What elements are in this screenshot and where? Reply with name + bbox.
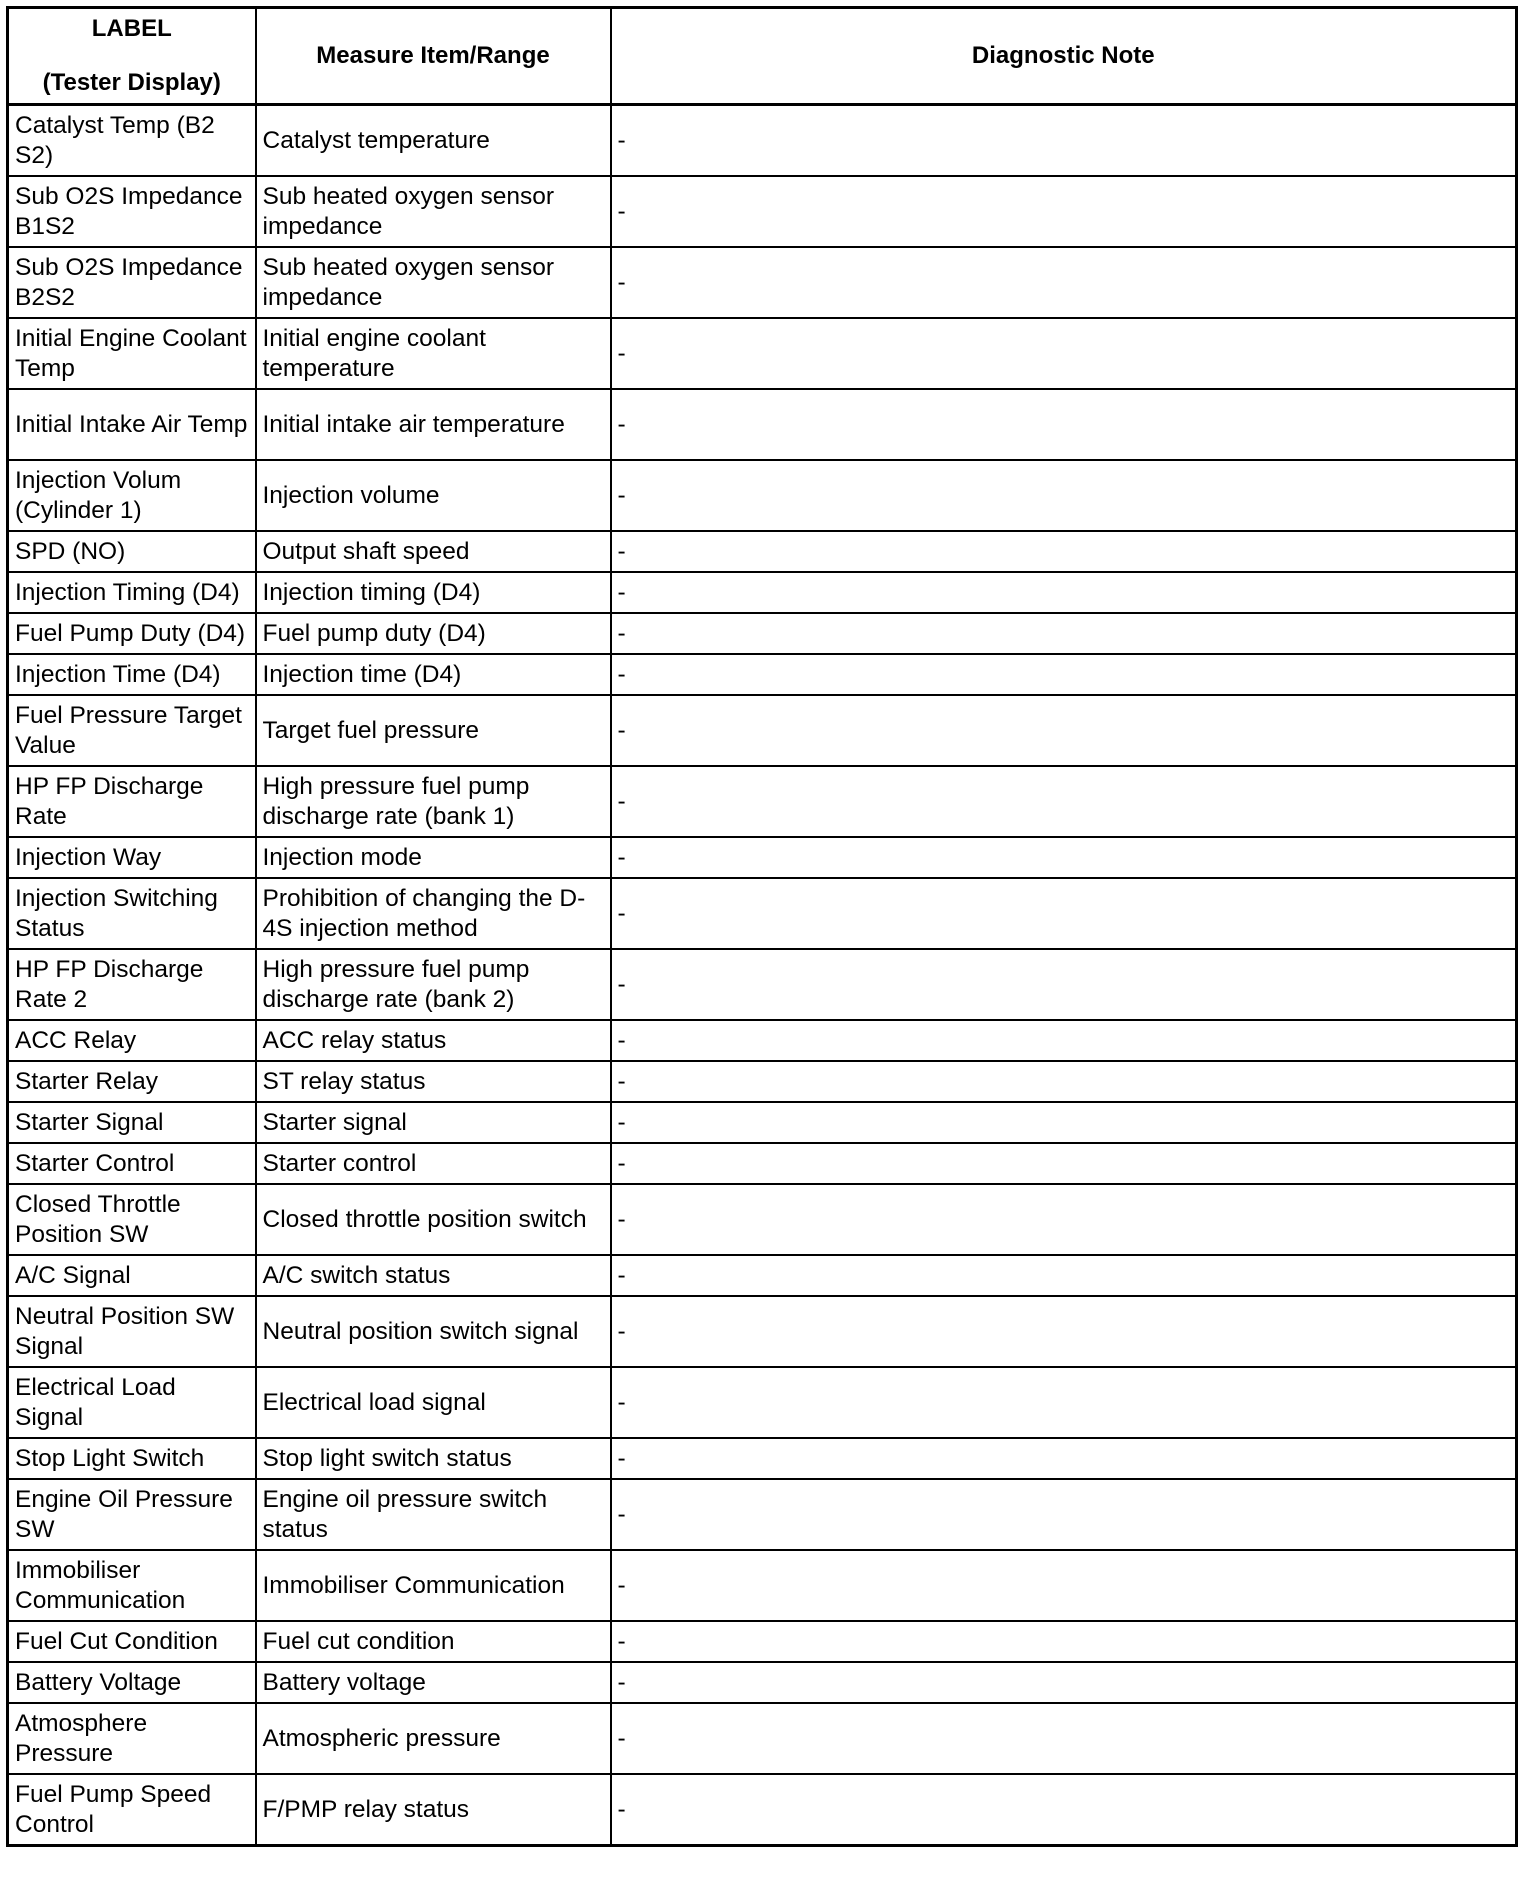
cell-measure: Immobiliser Communication: [256, 1550, 611, 1621]
table-row: [8, 949, 1517, 1020]
table-row: [8, 654, 1517, 695]
table-row: [8, 1479, 1517, 1550]
cell-note: -: [611, 176, 1517, 247]
table-row: [8, 460, 1517, 531]
cell-note: -: [611, 318, 1517, 389]
cell-measure: Catalyst temperature: [256, 105, 611, 177]
cell-label: ACC Relay: [8, 1020, 256, 1061]
cell-measure: ACC relay status: [256, 1020, 611, 1061]
header-label-line1: LABEL: [91, 15, 172, 42]
table-row: [8, 1703, 1517, 1774]
cell-measure: Sub heated oxygen sensor impedance: [256, 176, 611, 247]
cell-label: Injection Time (D4): [8, 654, 256, 695]
table-row: [8, 105, 1517, 177]
cell-label: Injection Way: [8, 837, 256, 878]
cell-measure: Sub heated oxygen sensor impedance: [256, 247, 611, 318]
table-row: [8, 1621, 1517, 1662]
table-row: [8, 695, 1517, 766]
cell-measure: Electrical load signal: [256, 1367, 611, 1438]
table-row: [8, 1255, 1517, 1296]
cell-label: Neutral Position SW Signal: [8, 1296, 256, 1367]
cell-note: -: [611, 1255, 1517, 1296]
cell-label: Sub O2S Impedance B1S2: [8, 176, 256, 247]
cell-note: -: [611, 1102, 1517, 1143]
cell-label: Electrical Load Signal: [8, 1367, 256, 1438]
cell-note: -: [611, 1184, 1517, 1255]
table-row: [8, 247, 1517, 318]
cell-label: SPD (NO): [8, 531, 256, 572]
cell-note: -: [611, 1438, 1517, 1479]
cell-note: -: [611, 1296, 1517, 1367]
cell-measure: Fuel cut condition: [256, 1621, 611, 1662]
cell-label: Sub O2S Impedance B2S2: [8, 247, 256, 318]
cell-label: Fuel Pump Speed Control: [8, 1774, 256, 1846]
cell-label: Injection Timing (D4): [8, 572, 256, 613]
cell-note: -: [611, 878, 1517, 949]
cell-note: -: [611, 1367, 1517, 1438]
cell-note: -: [611, 766, 1517, 837]
table-row: [8, 572, 1517, 613]
cell-label: Fuel Pressure Target Value: [8, 695, 256, 766]
table-row: [8, 1438, 1517, 1479]
table-row: [8, 1367, 1517, 1438]
header-row: [8, 8, 1517, 105]
header-measure: Measure Item/Range: [256, 8, 611, 105]
header-note: Diagnostic Note: [611, 8, 1517, 105]
cell-measure: Closed throttle position switch: [256, 1184, 611, 1255]
table-row: [8, 1550, 1517, 1621]
cell-measure: Battery voltage: [256, 1662, 611, 1703]
table-row: [8, 531, 1517, 572]
cell-label: HP FP Discharge Rate: [8, 766, 256, 837]
cell-measure: Injection time (D4): [256, 654, 611, 695]
cell-measure: Fuel pump duty (D4): [256, 613, 611, 654]
table-row: [8, 878, 1517, 949]
cell-measure: Injection timing (D4): [256, 572, 611, 613]
cell-measure: High pressure fuel pump discharge rate (bank 2): [256, 949, 611, 1020]
cell-note: -: [611, 389, 1517, 460]
cell-label: Immobiliser Communication: [8, 1550, 256, 1621]
cell-measure: Target fuel pressure: [256, 695, 611, 766]
table-row: [8, 1184, 1517, 1255]
cell-measure: Stop light switch status: [256, 1438, 611, 1479]
table-body: [8, 105, 1517, 1846]
table-row: [8, 1662, 1517, 1703]
cell-note: -: [611, 1662, 1517, 1703]
cell-label: Atmosphere Pressure: [8, 1703, 256, 1774]
cell-measure: ST relay status: [256, 1061, 611, 1102]
cell-label: Initial Intake Air Temp: [8, 389, 256, 460]
cell-label: Starter Signal: [8, 1102, 256, 1143]
cell-measure: Starter control: [256, 1143, 611, 1184]
cell-label: Starter Control: [8, 1143, 256, 1184]
document-page: [6, 6, 1518, 1847]
cell-note: -: [611, 1550, 1517, 1621]
header-label: [8, 8, 256, 105]
cell-measure: F/PMP relay status: [256, 1774, 611, 1846]
cell-label: Injection Volum (Cylinder 1): [8, 460, 256, 531]
cell-note: -: [611, 695, 1517, 766]
table-row: [8, 766, 1517, 837]
cell-label: Stop Light Switch: [8, 1438, 256, 1479]
cell-note: -: [611, 1479, 1517, 1550]
table-row: [8, 1143, 1517, 1184]
header-label-line2: (Tester Display): [42, 69, 221, 96]
cell-label: HP FP Discharge Rate 2: [8, 949, 256, 1020]
cell-note: -: [611, 1703, 1517, 1774]
table-row: [8, 1061, 1517, 1102]
table-row: [8, 1020, 1517, 1061]
cell-measure: Neutral position switch signal: [256, 1296, 611, 1367]
cell-label: Battery Voltage: [8, 1662, 256, 1703]
table-row: [8, 389, 1517, 460]
cell-measure: Atmospheric pressure: [256, 1703, 611, 1774]
table-row: [8, 837, 1517, 878]
cell-measure: Injection volume: [256, 460, 611, 531]
table-header: [8, 8, 1517, 105]
table-row: [8, 613, 1517, 654]
cell-note: -: [611, 654, 1517, 695]
cell-measure: High pressure fuel pump discharge rate (bank 1): [256, 766, 611, 837]
cell-label: A/C Signal: [8, 1255, 256, 1296]
cell-note: -: [611, 1020, 1517, 1061]
cell-note: -: [611, 460, 1517, 531]
table-row: [8, 176, 1517, 247]
table-row: [8, 318, 1517, 389]
cell-note: -: [611, 105, 1517, 177]
cell-label: Catalyst Temp (B2 S2): [8, 105, 256, 177]
cell-measure: Engine oil pressure switch status: [256, 1479, 611, 1550]
cell-label: Injection Switching Status: [8, 878, 256, 949]
cell-measure: Prohibition of changing the D-4S injection method: [256, 878, 611, 949]
cell-label: Engine Oil Pressure SW: [8, 1479, 256, 1550]
cell-label: Initial Engine Coolant Temp: [8, 318, 256, 389]
cell-measure: Injection mode: [256, 837, 611, 878]
table-row: [8, 1296, 1517, 1367]
cell-note: -: [611, 949, 1517, 1020]
cell-note: -: [611, 531, 1517, 572]
table-row: [8, 1774, 1517, 1846]
cell-note: -: [611, 837, 1517, 878]
cell-measure: Initial engine coolant temperature: [256, 318, 611, 389]
cell-measure: Initial intake air temperature: [256, 389, 611, 460]
cell-note: -: [611, 1061, 1517, 1102]
cell-label: Closed Throttle Position SW: [8, 1184, 256, 1255]
cell-label: Starter Relay: [8, 1061, 256, 1102]
cell-note: -: [611, 1621, 1517, 1662]
data-list-table: [6, 6, 1518, 1847]
cell-measure: Starter signal: [256, 1102, 611, 1143]
cell-note: -: [611, 1774, 1517, 1846]
cell-measure: Output shaft speed: [256, 531, 611, 572]
cell-label: Fuel Pump Duty (D4): [8, 613, 256, 654]
cell-note: -: [611, 572, 1517, 613]
cell-note: -: [611, 613, 1517, 654]
cell-measure: A/C switch status: [256, 1255, 611, 1296]
cell-label: Fuel Cut Condition: [8, 1621, 256, 1662]
cell-note: -: [611, 1143, 1517, 1184]
cell-note: -: [611, 247, 1517, 318]
table-row: [8, 1102, 1517, 1143]
